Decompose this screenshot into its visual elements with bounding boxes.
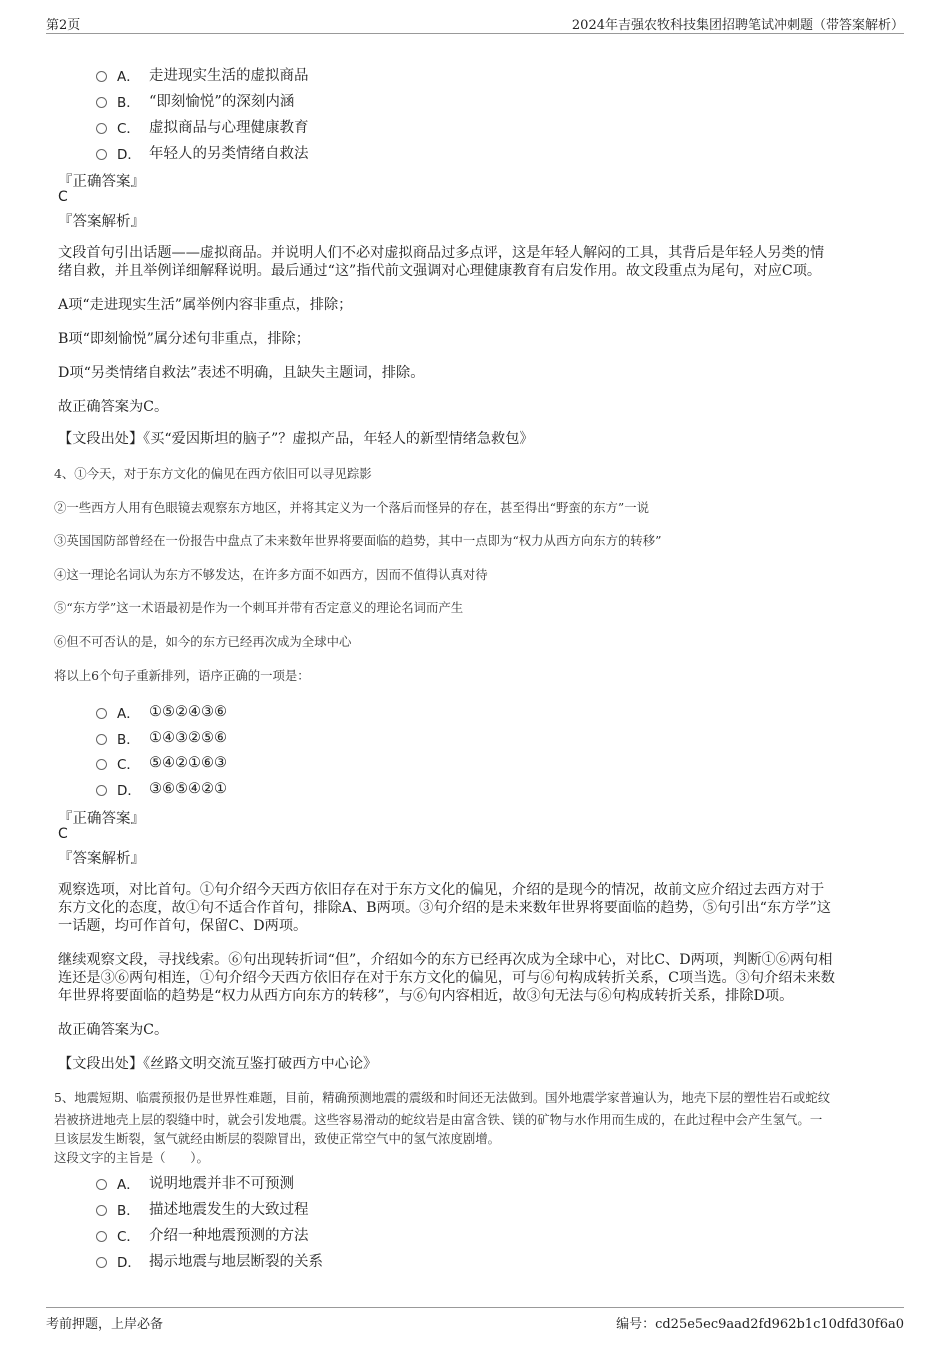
footer-slogan: 考前押题，上岸必备 (46, 1317, 164, 1332)
q4-answer-label: 『正确答案』 (58, 811, 145, 827)
q4-analysis-line: 东方文化的态度，故①句不适合作首句，排除A、B两项。③句介绍的是未来数年世界将要面临的趋势，⑤句引出“东方学”这 (58, 900, 831, 916)
q3-answer: C (58, 189, 68, 205)
q4-option-c[interactable]: C． ⑤④②①⑥③ (96, 753, 227, 773)
q5-option-c[interactable]: C． 介绍一种地震预测的方法 (96, 1224, 309, 1245)
q3-analysis-a: A项“走进现实生活”属举例内容非重点，排除； (58, 297, 353, 313)
q3-answer-label: 『正确答案』 (58, 174, 145, 190)
q4-source: 【文段出处】《丝路文明交流互鉴打破西方中心论》 (58, 1056, 378, 1072)
q5-option-d[interactable]: D． 揭示地震与地层断裂的关系 (96, 1250, 323, 1271)
q3-analysis-line: 绪自救，并且举例详细解释说明。最后通过“这”指代前文强调对心理健康教育有启发作用。故文段重点为尾句，对应C项。 (58, 263, 822, 279)
q4-conclusion: 故正确答案为C。 (58, 1022, 169, 1038)
radio-icon[interactable] (96, 1257, 107, 1268)
radio-icon[interactable] (96, 149, 107, 160)
q5-stem-line: 旦该层发生断裂，氢气就经由断层的裂隙冒出，致使正常空气中的氢气浓度剧增。 (54, 1131, 501, 1146)
document-code: 编号：cd25e5ec9aad2fd962b1c10dfd30f6a0 (616, 1317, 904, 1332)
q4-prompt: 将以上6个句子重新排列，语序正确的一项是： (54, 668, 310, 683)
q4-option-a[interactable]: A． ①⑤②④③⑥ (96, 702, 227, 722)
q3-source: 【文段出处】《买“爱因斯坦的脑子”？虚拟产品，年轻人的新型情绪急救包》 (58, 431, 534, 447)
radio-icon[interactable] (96, 97, 107, 108)
q4-sentence: 4、①今天，对于东方文化的偏见在西方依旧可以寻见踪影 (54, 466, 372, 481)
radio-icon[interactable] (96, 785, 107, 796)
q5-stem-line: 岩被挤进地壳上层的裂缝中时，就会引发地震。这些容易滑动的蛇纹岩是由富含铁、镁的矿物与水作用而生成的，在此过程中会产生氢气。一 (54, 1112, 823, 1127)
q4-answer: C (58, 826, 68, 842)
q3-option-b[interactable]: B． “即刻愉悦”的深刻内涵 (96, 90, 294, 111)
q5-option-a[interactable]: A． 说明地震并非不可预测 (96, 1172, 294, 1193)
radio-icon[interactable] (96, 759, 107, 770)
q3-analysis-label: 『答案解析』 (58, 214, 145, 230)
radio-icon[interactable] (96, 734, 107, 745)
q4-option-b[interactable]: B． ①④③②⑤⑥ (96, 728, 227, 748)
q3-option-c[interactable]: C． 虚拟商品与心理健康教育 (96, 116, 309, 137)
q4-analysis-line: 年世界将要面临的趋势是“权力从西方向东方的转移”，与⑥句内容相近，故③句无法与⑥句构成转折关系，排除D项。 (58, 988, 794, 1004)
radio-icon[interactable] (96, 708, 107, 719)
q4-analysis-line: 一话题，均可作首句，保留C、D两项。 (58, 918, 308, 934)
q3-analysis-d: D项“另类情绪自救法”表述不明确，且缺失主题词，排除。 (58, 365, 425, 381)
footer-divider (46, 1307, 904, 1308)
radio-icon[interactable] (96, 123, 107, 134)
header-divider (46, 33, 904, 34)
q5-prompt: 这段文字的主旨是（ ）。 (54, 1150, 209, 1165)
q4-sentence: ⑥但不可否认的是，如今的东方已经再次成为全球中心 (54, 634, 352, 649)
q3-analysis-b: B项“即刻愉悦”属分述句非重点，排除； (58, 331, 310, 347)
page-number: 第2页 (46, 18, 81, 33)
q4-analysis-label: 『答案解析』 (58, 851, 145, 867)
q4-analysis-line: 连还是③⑥两句相连，①句介绍今天西方依旧存在对于东方文化的偏见，可与⑥句构成转折关系，C项当选。③句介绍未来数 (58, 970, 835, 986)
q3-option-d[interactable]: D． 年轻人的另类情绪自救法 (96, 142, 309, 163)
radio-icon[interactable] (96, 1205, 107, 1216)
q3-analysis-line: 文段首句引出话题——虚拟商品。并说明人们不必对虚拟商品过多点评，这是年轻人解闷的工具，其背后是年轻人另类的情 (58, 245, 825, 261)
radio-icon[interactable] (96, 1231, 107, 1242)
document-title: 2024年吉强农牧科技集团招聘笔试冲刺题（带答案解析） (571, 18, 904, 33)
radio-icon[interactable] (96, 1179, 107, 1190)
q5-stem-line: 5、地震短期、临震预报仍是世界性难题，目前，精确预测地震的震级和时间还无法做到。国外地震学家普遍认为，地壳下层的塑性岩石或蛇纹 (54, 1090, 831, 1105)
q3-conclusion: 故正确答案为C。 (58, 399, 169, 415)
q5-option-b[interactable]: B． 描述地震发生的大致过程 (96, 1198, 309, 1219)
q4-sentence: ④这一理论名词认为东方不够发达，在许多方面不如西方，因而不值得认真对待 (54, 567, 488, 582)
radio-icon[interactable] (96, 71, 107, 82)
q3-option-a[interactable]: A． 走进现实生活的虚拟商品 (96, 64, 309, 85)
q4-option-d[interactable]: D． ③⑥⑤④②① (96, 779, 227, 799)
q4-sentence: ②一些西方人用有色眼镜去观察东方地区，并将其定义为一个落后而怪异的存在，甚至得出“野蛮的东方”一说 (54, 500, 650, 515)
q4-sentence: ③英国国防部曾经在一份报告中盘点了未来数年世界将要面临的趋势，其中一点即为“权力从西方向东方的转移” (54, 533, 662, 548)
q4-analysis-line: 观察选项，对比首句。①句介绍今天西方依旧存在对于东方文化的偏见，介绍的是现今的情况，故前文应介绍过去西方对于 (58, 882, 825, 898)
q4-analysis-line: 继续观察文段，寻找线索。⑥句出现转折词“但”，介绍如今的东方已经再次成为全球中心，对比C、D两项，判断①⑥两句相 (58, 952, 833, 968)
q4-sentence: ⑤“东方学”这一术语最初是作为一个刺耳并带有否定意义的理论名词而产生 (54, 600, 464, 615)
